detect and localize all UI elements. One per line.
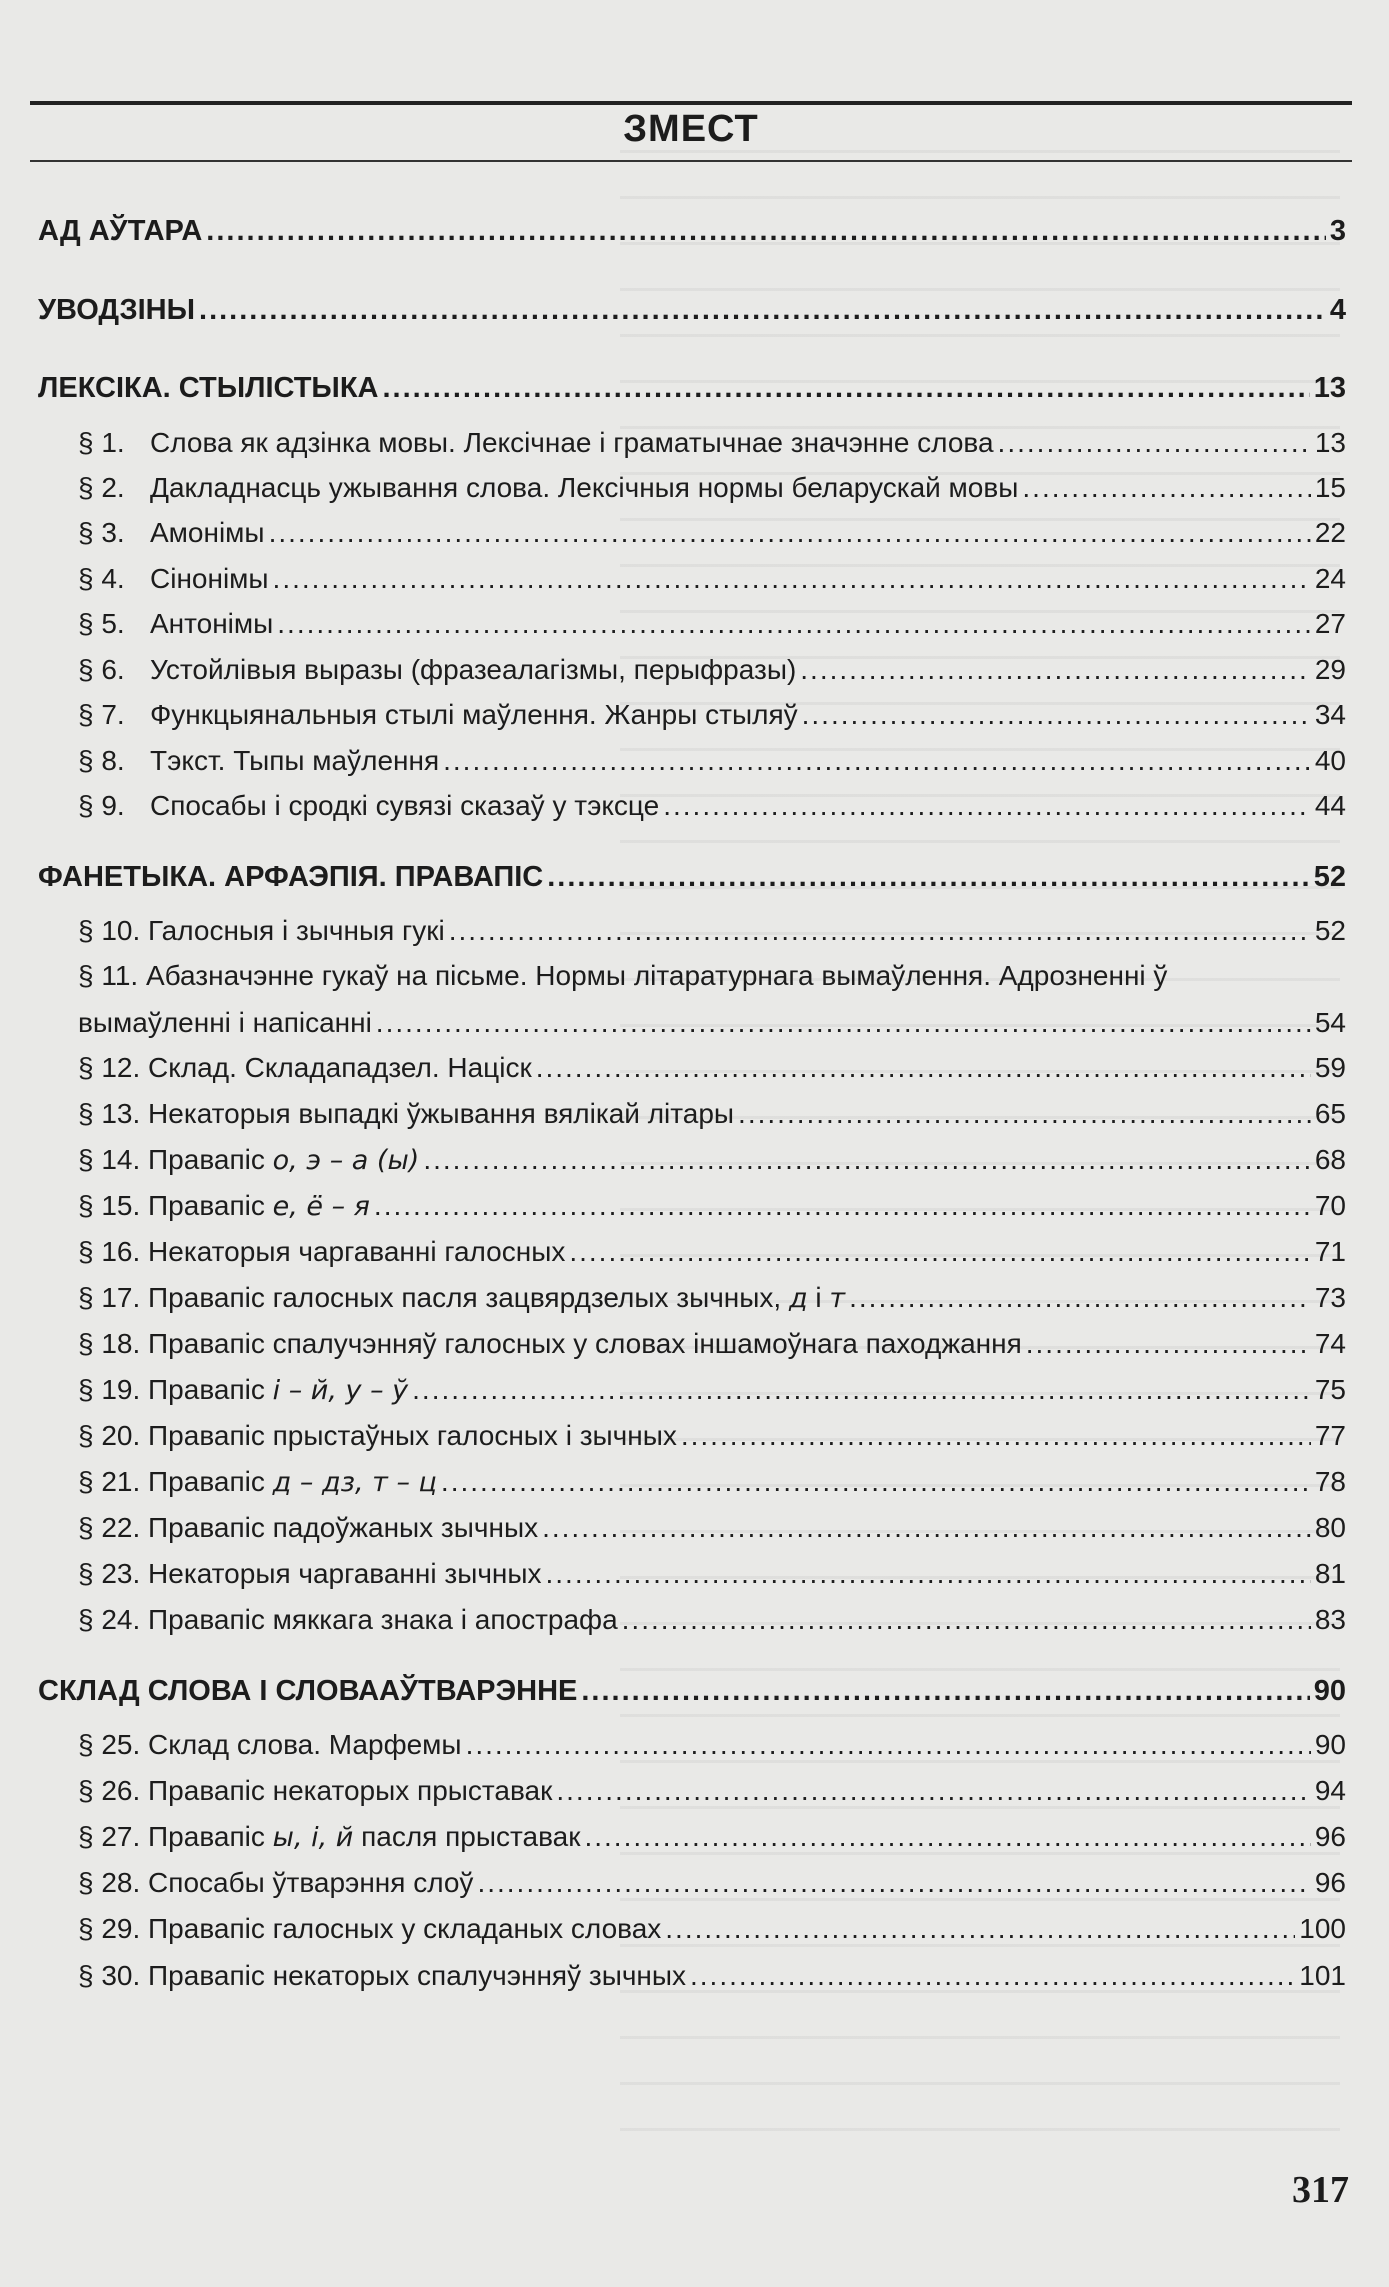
toc-entry [78,1278,1346,1318]
entry-title: § 10. Галосныя і зычныя гукі [78,915,445,946]
dot-leader [412,1370,1311,1410]
entry-page-number: 71 [1314,1236,1346,1267]
toc-entry [78,741,1346,781]
entry-title: § 20. Правапіс прыстаўных галосных і зычных [78,1420,677,1451]
entry-label [38,857,543,897]
italic-letters: ы, і, й [272,1822,354,1853]
toc-entry [78,956,1346,996]
entry-page-number: 70 [1314,1190,1346,1221]
entry-page-number: 96 [1314,1867,1346,1898]
entry-label [78,1370,408,1411]
entry-label [78,1094,734,1134]
entry-title: Спосабы і сродкі сувязі сказаў у тэксце [150,790,660,821]
italic-letters: д – дз, т – ц [272,1467,437,1498]
entry-title: § 28. Спосабы ўтварэння слоў [78,1867,474,1898]
entry-page-number: 81 [1314,1558,1346,1589]
entry-page-number: 4 [1329,294,1346,326]
dot-leader [849,1278,1311,1318]
entry-page-number: 52 [1314,915,1346,946]
entry-title: § 19. Правапіс [78,1374,273,1405]
toc-entry [78,1416,1346,1456]
entry-page-number: 94 [1314,1775,1346,1806]
entry-page-number: 59 [1314,1052,1346,1083]
entry-title: Дакладнасць ужывання слова. Лексічныя нормы беларускай мовы [150,472,1019,503]
toc-entry [78,786,1346,826]
entry-title: § 22. Правапіс падоўжаных зычных [78,1512,539,1543]
paragraph-number: § 2. [78,472,125,503]
dot-leader [690,1956,1295,1996]
entry-page-number: 29 [1314,654,1346,685]
toc-section [38,211,1346,251]
entry-page-number: 77 [1314,1420,1346,1451]
toc-entry [78,1232,1346,1272]
entry-page-number: 90 [1314,1729,1346,1760]
entry-page-number: 27 [1314,608,1346,639]
top-rule [30,101,1352,105]
dot-leader [665,1909,1295,1949]
toc-entry [78,1956,1346,1996]
dot-leader [556,1771,1310,1811]
entry-page-number: 40 [1314,745,1346,776]
entry-page-number: 65 [1314,1098,1346,1129]
paragraph-number: § 8. [78,745,125,776]
paragraph-number: § 3. [78,517,125,548]
entry-page-number: 74 [1314,1328,1346,1359]
italic-letters: е, ё – я [272,1191,370,1222]
entry-label [78,1817,580,1858]
entry-page-number: 3 [1329,215,1346,247]
entry-title: § 14. Правапіс [78,1144,273,1175]
entry-title: § 29. Правапіс галосных у складаных словах [78,1913,662,1944]
entry-page-number: 22 [1314,517,1346,548]
entry-title: Слова як адзінка мовы. Лексічнае і граматычнае значэнне слова [150,427,994,458]
toc-entry [78,1725,1346,1765]
dot-leader [547,857,1309,897]
entry-title: § 13. Некаторыя выпадкі ўжывання вялікай літары [78,1098,735,1129]
entry-page-number: 13 [1313,372,1346,404]
entry-page-number: 13 [1314,427,1346,458]
entry-label [78,695,798,735]
italic-letters: т [829,1283,846,1314]
entry-title: § 11. Абазначэнне гукаў на пісьме. Нормы літаратурнага вымаўлення. Адрозненні ў [78,960,1168,991]
toc-entry [78,1186,1346,1226]
entry-title-cont: і [807,1282,830,1313]
section-title: ЛЕКСІКА. СТЫЛІСТЫКА [38,372,379,404]
paragraph-number: § 5. [78,608,125,639]
entry-page-number: 78 [1314,1466,1346,1497]
entry-page-number: 90 [1313,1675,1346,1707]
entry-label [78,1600,618,1640]
dot-leader [423,1140,1311,1180]
dot-leader [681,1416,1311,1456]
toc-entry [78,1863,1346,1903]
dot-leader [542,1508,1311,1548]
italic-letters: о, э – а (ы) [272,1145,420,1176]
entry-page-number: 15 [1314,472,1346,503]
dot-leader [738,1094,1311,1134]
dot-leader [546,1554,1311,1594]
entry-label [78,468,1018,508]
entry-page-number: 96 [1314,1821,1346,1852]
entry-page-number: 44 [1314,790,1346,821]
entry-label [38,211,202,251]
entry-title: § 24. Правапіс мяккага знака і апострафа [78,1604,618,1635]
entry-title: Антонімы [150,608,274,639]
entry-title: § 12. Склад. Складападзел. Націск [78,1052,532,1083]
dot-leader [443,741,1311,781]
entry-title-cont: пасля прыставак [353,1821,581,1852]
entry-title: Амонімы [150,517,265,548]
toc-entry [78,423,1346,463]
toc-entry [78,559,1346,599]
paragraph-number: § 9. [78,790,125,821]
entry-label [78,1462,437,1503]
dot-leader [536,1048,1311,1088]
section-title: АД АЎТАРА [38,215,203,247]
toc-entry [78,1324,1346,1364]
dot-leader [382,368,1309,408]
page-number: 317 [1292,2169,1349,2211]
entry-label [78,1863,473,1903]
section-title: СКЛАД СЛОВА І СЛОВААЎТВАРЭННЕ [38,1675,578,1707]
toc-entry [78,513,1346,553]
entry-page-number: 54 [1314,1007,1346,1038]
entry-label [78,956,1167,996]
toc-entry [78,1600,1346,1640]
dot-leader [584,1817,1310,1857]
entry-title: § 26. Правапіс некаторых прыставак [78,1775,553,1806]
entry-title: § 21. Правапіс [78,1466,273,1497]
entry-title: § 15. Правапіс [78,1190,273,1221]
entry-label [78,1048,532,1088]
dot-leader [622,1600,1311,1640]
entry-title: Устойлівыя выразы (фразеалагізмы, перыфразы) [150,654,797,685]
toc-entry [78,650,1346,690]
toc-entry [78,1909,1346,1949]
dot-leader [569,1232,1311,1272]
dot-leader [581,1671,1309,1711]
entry-label [78,1508,538,1548]
entry-page-number: 68 [1314,1144,1346,1175]
paragraph-number: § 1. [78,427,125,458]
toc-entry [78,468,1346,508]
entry-label [78,1186,370,1227]
toc-entry [78,1094,1346,1134]
dot-leader [998,423,1311,463]
entry-title: вымаўленні і напісанні [78,1007,372,1038]
entry-label [78,559,269,599]
paragraph-number: § 4. [78,563,125,594]
entry-page-number: 73 [1314,1282,1346,1313]
entry-label [78,741,439,781]
entry-label [78,1140,419,1181]
entry-label [78,1725,462,1765]
entry-title: § 27. Правапіс [78,1821,273,1852]
entry-label [78,911,445,951]
dot-leader [374,1186,1311,1226]
dot-leader [802,695,1311,735]
entry-title: Тэкст. Тыпы маўлення [150,745,440,776]
entry-label [38,290,195,330]
toc-entry [78,1817,1346,1857]
toc-entry [78,1462,1346,1502]
entry-page-number: 100 [1299,1913,1346,1944]
entry-label [78,1416,677,1456]
dot-leader [206,211,1326,251]
entry-title: § 17. Правапіс галосных пасля зацвярдзелых зычных, [78,1282,789,1313]
entry-label [78,1278,845,1319]
toc-entry [78,1140,1346,1180]
toc-section [38,368,1346,408]
dot-leader [269,513,1311,553]
entry-title: § 16. Некаторыя чаргаванні галосных [78,1236,566,1267]
dot-leader [277,604,1311,644]
dot-leader [441,1462,1311,1502]
toc-entry [78,1048,1346,1088]
entry-label [78,1909,661,1949]
entry-label [78,786,659,826]
section-title: УВОДЗІНЫ [38,294,196,326]
entry-title: § 18. Правапіс спалучэнняў галосных у словах іншамоўнага паходжання [78,1328,1022,1359]
italic-letters: д [788,1283,808,1314]
toc-entry [78,1508,1346,1548]
entry-page-number: 83 [1314,1604,1346,1635]
entry-page-number: 101 [1299,1960,1346,1991]
dot-leader [663,786,1311,826]
toc-section [38,1671,1346,1711]
dot-leader [477,1863,1310,1903]
italic-letters: і – й, у – ў [272,1375,409,1406]
dot-leader [800,650,1311,690]
entry-label [78,1554,542,1594]
dot-leader [199,290,1326,330]
toc-entry [78,911,1346,951]
dot-leader [1026,1324,1311,1364]
toc-section [38,857,1346,897]
paragraph-number: § 6. [78,654,125,685]
dot-leader [466,1725,1311,1765]
toc-entry [78,1554,1346,1594]
page-title: ЗМЕСТ [623,108,759,150]
entry-label [38,1671,577,1711]
entry-page-number: 80 [1314,1512,1346,1543]
paragraph-number: § 7. [78,699,125,730]
entry-label [78,1232,565,1272]
entry-label [78,650,796,690]
entry-title: Сінонімы [150,563,269,594]
entry-title: § 30. Правапіс некаторых спалучэнняў зычных [78,1960,686,1991]
toc-entry [78,604,1346,644]
entry-label [38,368,378,408]
entry-label [78,1956,686,1996]
entry-label [78,423,994,463]
entry-title: § 23. Некаторыя чаргаванні зычных [78,1558,542,1589]
entry-label [78,1003,372,1043]
section-title: ФАНЕТЫКА. АРФАЭПІЯ. ПРАВАПІС [38,861,544,893]
entry-label [78,1771,552,1811]
entry-page-number: 52 [1313,861,1346,893]
dot-leader [1022,468,1310,508]
toc-entry [78,1370,1346,1410]
dot-leader [449,911,1311,951]
entry-page-number: 34 [1314,699,1346,730]
entry-page-number: 75 [1314,1374,1346,1405]
entry-label [78,513,265,553]
entry-title: § 25. Склад слова. Марфемы [78,1729,462,1760]
dot-leader [376,1003,1311,1043]
entry-label [78,604,273,644]
title-rule [30,160,1352,162]
dot-leader [273,559,1311,599]
toc-entry [78,1771,1346,1811]
entry-label [78,1324,1022,1364]
toc-entry [78,1003,1346,1043]
entry-page-number: 24 [1314,563,1346,594]
entry-title: Функцыянальныя стылі маўлення. Жанры стыляў [150,699,798,730]
toc-entry [78,695,1346,735]
toc-section [38,290,1346,330]
